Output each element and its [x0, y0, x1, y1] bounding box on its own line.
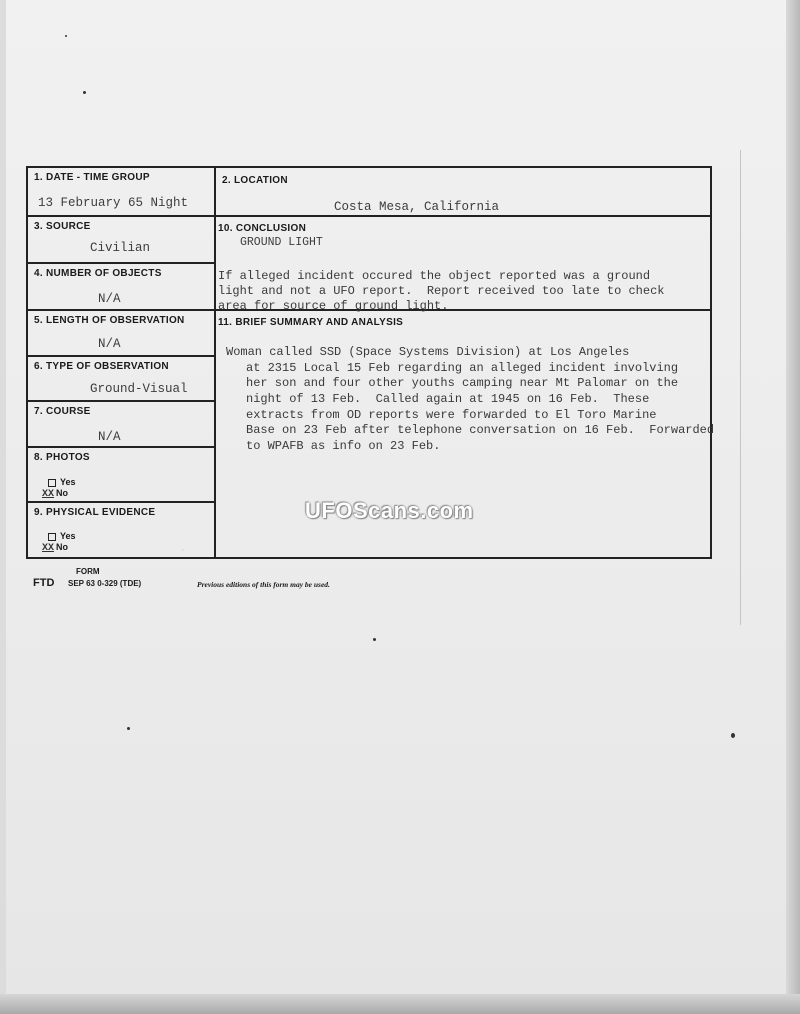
- physical-evidence-no-label: No: [56, 542, 69, 552]
- date-time-group-value: 13 February 65 Night: [38, 196, 189, 210]
- watermark: UFOScans.com: [305, 498, 474, 523]
- type-of-observation-header: 6. TYPE OF OBSERVATION: [34, 361, 169, 372]
- photos-no-option: [42, 488, 68, 500]
- number-of-objects-header: 4. NUMBER OF OBJECTS: [34, 268, 162, 279]
- photos-no-mark: XX: [42, 489, 55, 500]
- source-cell: [28, 217, 216, 264]
- summary-line: extracts from OD reports were forwarded to El Toro Marine: [246, 408, 657, 422]
- physical-evidence-yes-checkbox: [48, 533, 56, 541]
- location-value: Costa Mesa, California: [334, 200, 500, 214]
- conclusion-value: GROUND LIGHT: [240, 236, 323, 249]
- course-header: 7. COURSE: [34, 406, 91, 417]
- course-cell: [28, 402, 216, 448]
- photos-yes-label: Yes: [60, 477, 76, 487]
- physical-evidence-no-mark: XX: [42, 543, 55, 554]
- date-time-group-header: 1. DATE - TIME GROUP: [34, 172, 150, 183]
- scan-speck: [127, 727, 130, 730]
- photos-yes-checkbox: [48, 479, 56, 487]
- source-value: Civilian: [90, 241, 151, 255]
- source-header: 3. SOURCE: [34, 221, 91, 232]
- conclusion-text-line: area for source of ground light.: [218, 299, 449, 313]
- course-value: N/A: [98, 430, 121, 444]
- summary-line: night of 13 Feb. Called again at 1945 on 16 Feb. These: [246, 392, 650, 406]
- conclusion-header: 10. CONCLUSION: [218, 223, 307, 234]
- number-of-objects-value: N/A: [98, 292, 121, 306]
- number-of-objects-cell: [28, 264, 216, 311]
- scan-edge-left: [0, 0, 6, 1014]
- summary-line: to WPAFB as info on 23 Feb.: [246, 439, 441, 453]
- scan-speck: [731, 733, 735, 738]
- physical-evidence-yes-label: Yes: [60, 531, 76, 541]
- conclusion-text-line: light and not a UFO report. Report received too late to check: [218, 284, 665, 298]
- length-of-observation-header: 5. LENGTH OF OBSERVATION: [34, 315, 185, 326]
- photos-yes-option: [48, 477, 76, 487]
- scan-speck: [83, 91, 86, 94]
- type-of-observation-value: Ground-Visual: [90, 382, 188, 396]
- length-of-observation-cell: [28, 311, 216, 357]
- summary-line: at 2315 Local 15 Feb regarding an alleged incident involving: [246, 361, 679, 375]
- physical-evidence-yes-option: [48, 531, 76, 541]
- conclusion-text-line: If alleged incident occured the object reported was a ground: [218, 269, 651, 283]
- date-time-group-cell: [28, 168, 216, 217]
- summary-line: her son and four other youths camping near Mt Palomar on the: [246, 376, 679, 390]
- scan-speck: [65, 35, 67, 37]
- physical-evidence-cell: [28, 503, 216, 557]
- location-cell: [216, 168, 710, 217]
- scan-edge-bottom: [0, 994, 800, 1014]
- summary-line: Woman called SSD (Space Systems Division) at Los Angeles: [190, 345, 630, 359]
- conclusion-cell: [216, 217, 710, 311]
- footer-form-label: FORM: [76, 567, 100, 576]
- scan-speck: [182, 549, 184, 551]
- scan-edge-right: [786, 0, 800, 1014]
- scan-speck: [373, 638, 376, 641]
- photos-header: 8. PHOTOS: [34, 452, 90, 463]
- location-header: 2. LOCATION: [222, 175, 288, 186]
- photos-cell: [28, 448, 216, 503]
- footer-form-id: FTD: [33, 577, 55, 589]
- summary-header: 11. BRIEF SUMMARY AND ANALYSIS: [218, 317, 404, 328]
- physical-evidence-header: 9. PHYSICAL EVIDENCE: [34, 507, 156, 518]
- paper-fold-line: [740, 150, 741, 625]
- length-of-observation-value: N/A: [98, 337, 121, 351]
- summary-line: Base on 23 Feb after telephone conversation on 16 Feb. Forwarded: [246, 423, 715, 437]
- footer-note: Previous editions of this form may be used.: [197, 580, 330, 589]
- physical-evidence-no-option: [42, 542, 68, 554]
- footer-form-date: SEP 63 0-329 (TDE): [68, 579, 142, 588]
- type-of-observation-cell: [28, 357, 216, 402]
- photos-no-label: No: [56, 488, 69, 498]
